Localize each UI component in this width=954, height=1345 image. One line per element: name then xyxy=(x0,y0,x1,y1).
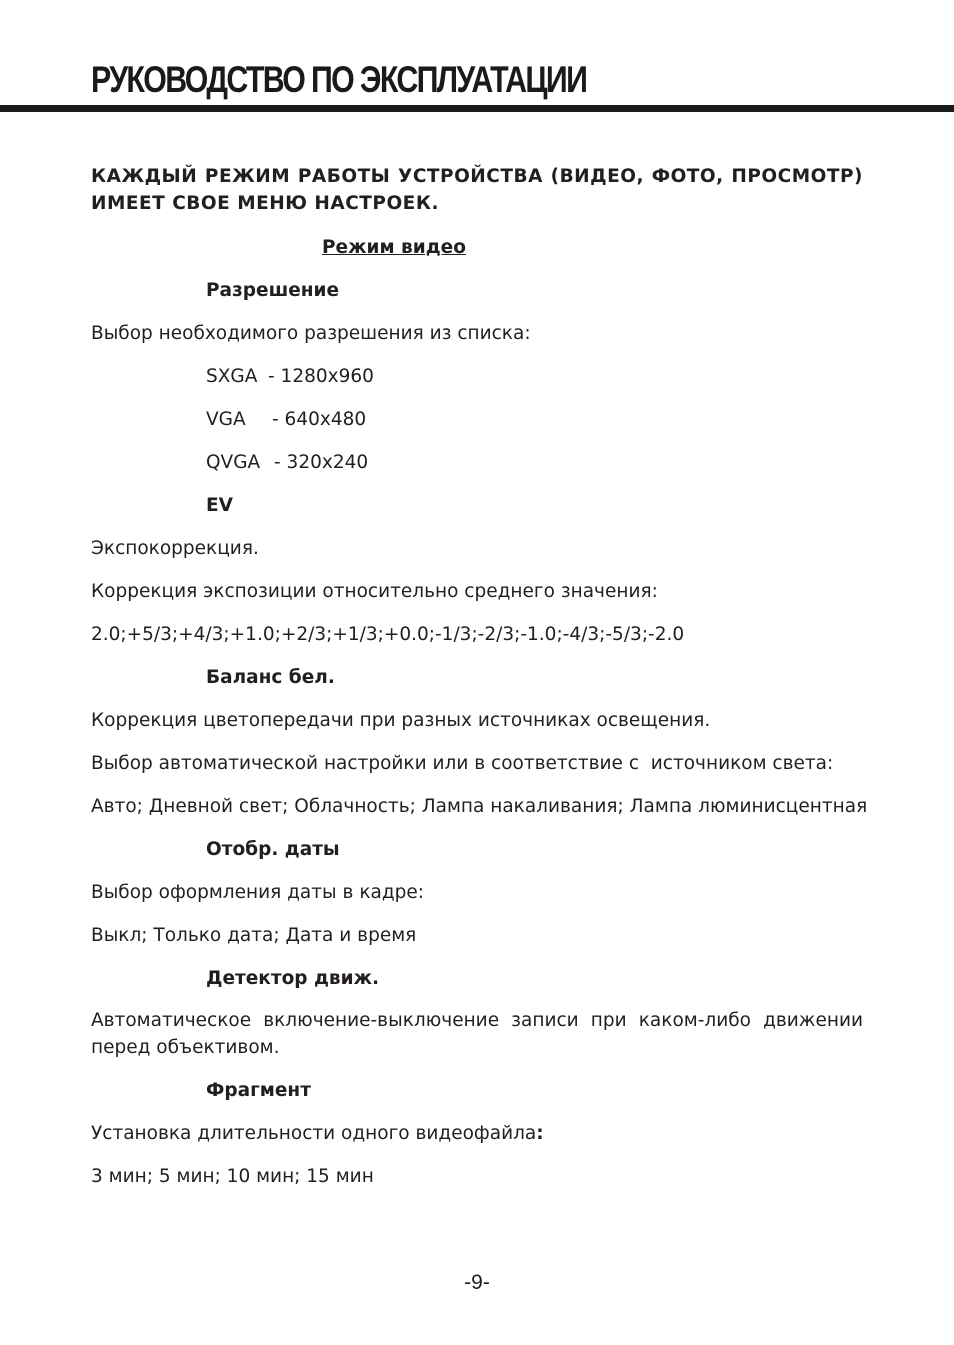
resolution-option-value: - 320x240 xyxy=(274,452,369,473)
resolution-option xyxy=(206,449,368,476)
fragment-heading: Фрагмент xyxy=(206,1080,311,1101)
header-divider xyxy=(0,105,954,112)
section-title-video-mode: Режим видео xyxy=(322,237,466,258)
ev-detail: Коррекция экспозиции относительно среднего значения: xyxy=(91,581,658,602)
page-header-title: РУКОВОДСТВО ПО ЭКСПЛУАТАЦИИ xyxy=(91,59,587,100)
resolution-description: Выбор необходимого разрешения из списка: xyxy=(91,323,531,344)
fragment-description-text: Установка длительности одного видеофайла xyxy=(91,1123,537,1144)
fragment-description-colon: : xyxy=(536,1123,544,1144)
fragment-values: 3 мин; 5 мин; 10 мин; 15 мин xyxy=(91,1166,374,1187)
page-number: -9- xyxy=(464,1271,490,1294)
resolution-option-name: SXGA xyxy=(206,366,258,387)
resolution-option-name: QVGA xyxy=(206,452,261,473)
white-balance-description: Коррекция цветопередачи при разных источниках освещения. xyxy=(91,710,711,731)
ev-description: Экспокоррекция. xyxy=(91,538,259,559)
resolution-heading: Разрешение xyxy=(206,280,340,301)
resolution-option-value: - 1280x960 xyxy=(268,366,374,387)
white-balance-detail: Выбор автоматической настройки или в соответствие с источником света: xyxy=(91,753,834,774)
motion-detector-heading: Детектор движ. xyxy=(206,968,380,989)
ev-heading: EV xyxy=(206,495,233,516)
resolution-option-name: VGA xyxy=(206,409,246,430)
resolution-option xyxy=(206,363,374,390)
motion-detector-description: Автоматическое включение-выключение записи при каком-либо движении перед объективом. xyxy=(91,1010,863,1058)
resolution-option-value: - 640x480 xyxy=(272,409,367,430)
white-balance-heading: Баланс бел. xyxy=(206,667,335,688)
fragment-description xyxy=(91,1120,544,1147)
ev-values: 2.0;+5/3;+4/3;+1.0;+2/3;+1/3;+0.0;-1/3;-2/3;-1.0;-4/3;-5/3;-2.0 xyxy=(91,624,685,645)
date-display-values: Выкл; Только дата; Дата и время xyxy=(91,925,417,946)
date-display-description: Выбор оформления даты в кадре: xyxy=(91,882,424,903)
white-balance-values: Авто; Дневной свет; Облачность; Лампа накаливания; Лампа люминисцентная xyxy=(91,796,868,817)
intro-paragraph: КАЖДЫЙ РЕЖИМ РАБОТЫ УСТРОЙСТВА (ВИДЕО, ФОТО, ПРОСМОТР) ИМЕЕТ СВОЕ МЕНЮ НАСТРОЕК. xyxy=(91,166,863,214)
resolution-option xyxy=(206,406,366,433)
date-display-heading: Отобр. даты xyxy=(206,839,340,860)
